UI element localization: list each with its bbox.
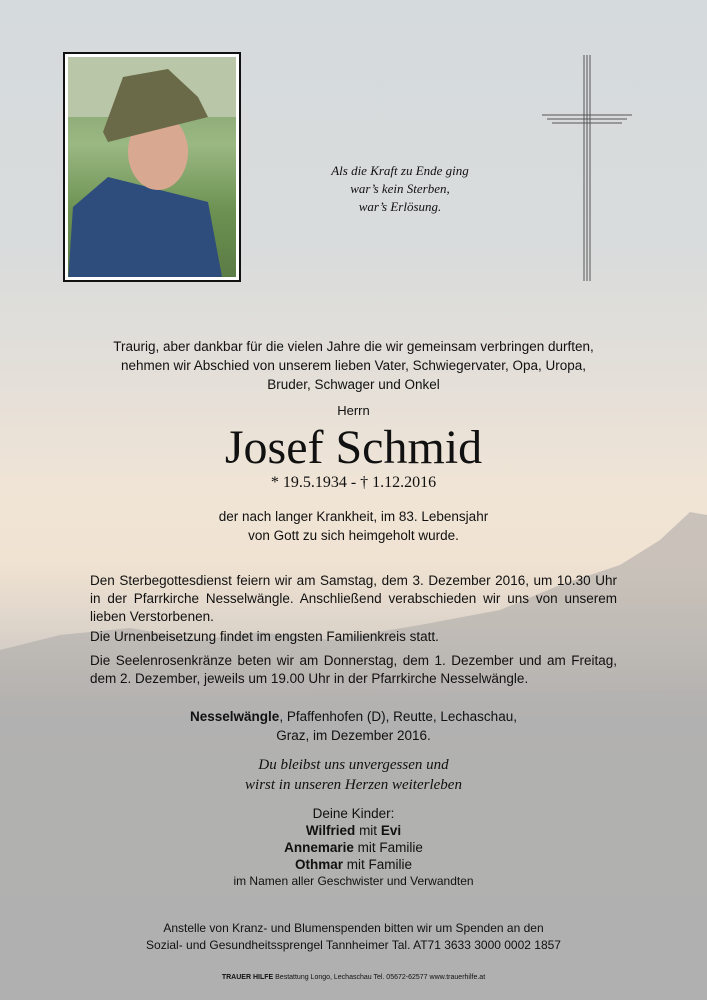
member-with: mit Familie <box>353 840 423 855</box>
family-member <box>0 839 707 856</box>
cross-icon <box>542 55 632 281</box>
footer <box>0 974 707 981</box>
family-member <box>0 856 707 873</box>
death-note <box>0 507 707 545</box>
portrait-figure <box>68 57 236 277</box>
intro-line: nehmen wir Abschied von unserem lieben Vater, Schwiegervater, Opa, Uropa, <box>120 358 586 373</box>
family-member <box>0 822 707 839</box>
death-note-line: der nach langer Krankheit, im 83. Lebensjahr <box>218 509 489 524</box>
donation-line: Sozial- und Gesundheitssprengel Tannheimer Tal. AT71 3633 3000 0002 1857 <box>146 938 561 952</box>
place-bold: Nesselwängle <box>190 709 280 724</box>
salutation: Herrn <box>337 403 370 418</box>
footer-text: Bestattung Longo, Lechaschau Tel. 05672-62577 www.trauerhilfe.at <box>273 974 486 981</box>
intro-text <box>0 337 707 394</box>
member-name: Annemarie <box>284 840 354 855</box>
deceased-name: Josef Schmid <box>224 421 483 474</box>
place-line2: Graz, im Dezember 2016. <box>276 728 431 743</box>
place-date <box>0 707 707 745</box>
family-heading: Deine Kinder: <box>312 806 395 821</box>
portrait-photo <box>63 52 241 282</box>
member-partner: Evi <box>380 823 402 838</box>
intro-line: Bruder, Schwager und Onkel <box>267 377 440 392</box>
donation-line: Anstelle von Kranz- und Blumenspenden bitten wir um Spenden an den <box>163 921 544 935</box>
member-with: mit Familie <box>343 857 413 872</box>
poem-line: war’s kein Sterben, <box>350 181 450 196</box>
family-list <box>0 805 707 890</box>
death-note-line: von Gott zu sich heimgeholt wurde. <box>248 528 459 543</box>
donation-note <box>0 920 707 954</box>
poem-line: Als die Kraft zu Ende ging <box>331 163 469 178</box>
member-name: Wilfried <box>305 823 356 838</box>
place-rest: , Pfaffenhofen (D), Reutte, Lechaschau, <box>279 709 517 724</box>
poem-line: war’s Erlösung. <box>358 199 442 214</box>
member-with: mit <box>355 823 381 838</box>
burial-paragraph: Die Urnenbeisetzung findet im engsten Familienkreis statt. <box>90 629 439 644</box>
life-dates: * 19.5.1934 - † 1.12.2016 <box>270 474 437 491</box>
verse-line: wirst in unseren Herzen weiterleben <box>245 777 462 793</box>
verse-line: Du bleibst uns unvergessen und <box>258 757 449 773</box>
memorial-verse <box>0 755 707 795</box>
rosary-paragraph: Die Seelenrosenkränze beten wir am Donnerstag, dem 1. Dezember und am Freitag, dem 2. Dezember, jeweils um 19.00 Uhr in der Pfarrkirche Nesselwängle. <box>90 653 617 686</box>
family-closing: im Namen aller Geschwister und Verwandten <box>233 874 474 888</box>
member-name: Othmar <box>294 857 343 872</box>
poem <box>300 162 500 216</box>
footer-brand: TRAUER HILFE <box>221 974 274 981</box>
intro-line: Traurig, aber dankbar für die vielen Jahre die wir gemeinsam verbringen durften, <box>113 339 594 354</box>
funeral-service-paragraph: Den Sterbegottesdienst feiern wir am Samstag, dem 3. Dezember 2016, um 10.30 Uhr in der Pfarrkirche Nesselwängle. Anschließend verabschieden wir uns von unserem lieben Verstorbenen. <box>90 573 617 624</box>
